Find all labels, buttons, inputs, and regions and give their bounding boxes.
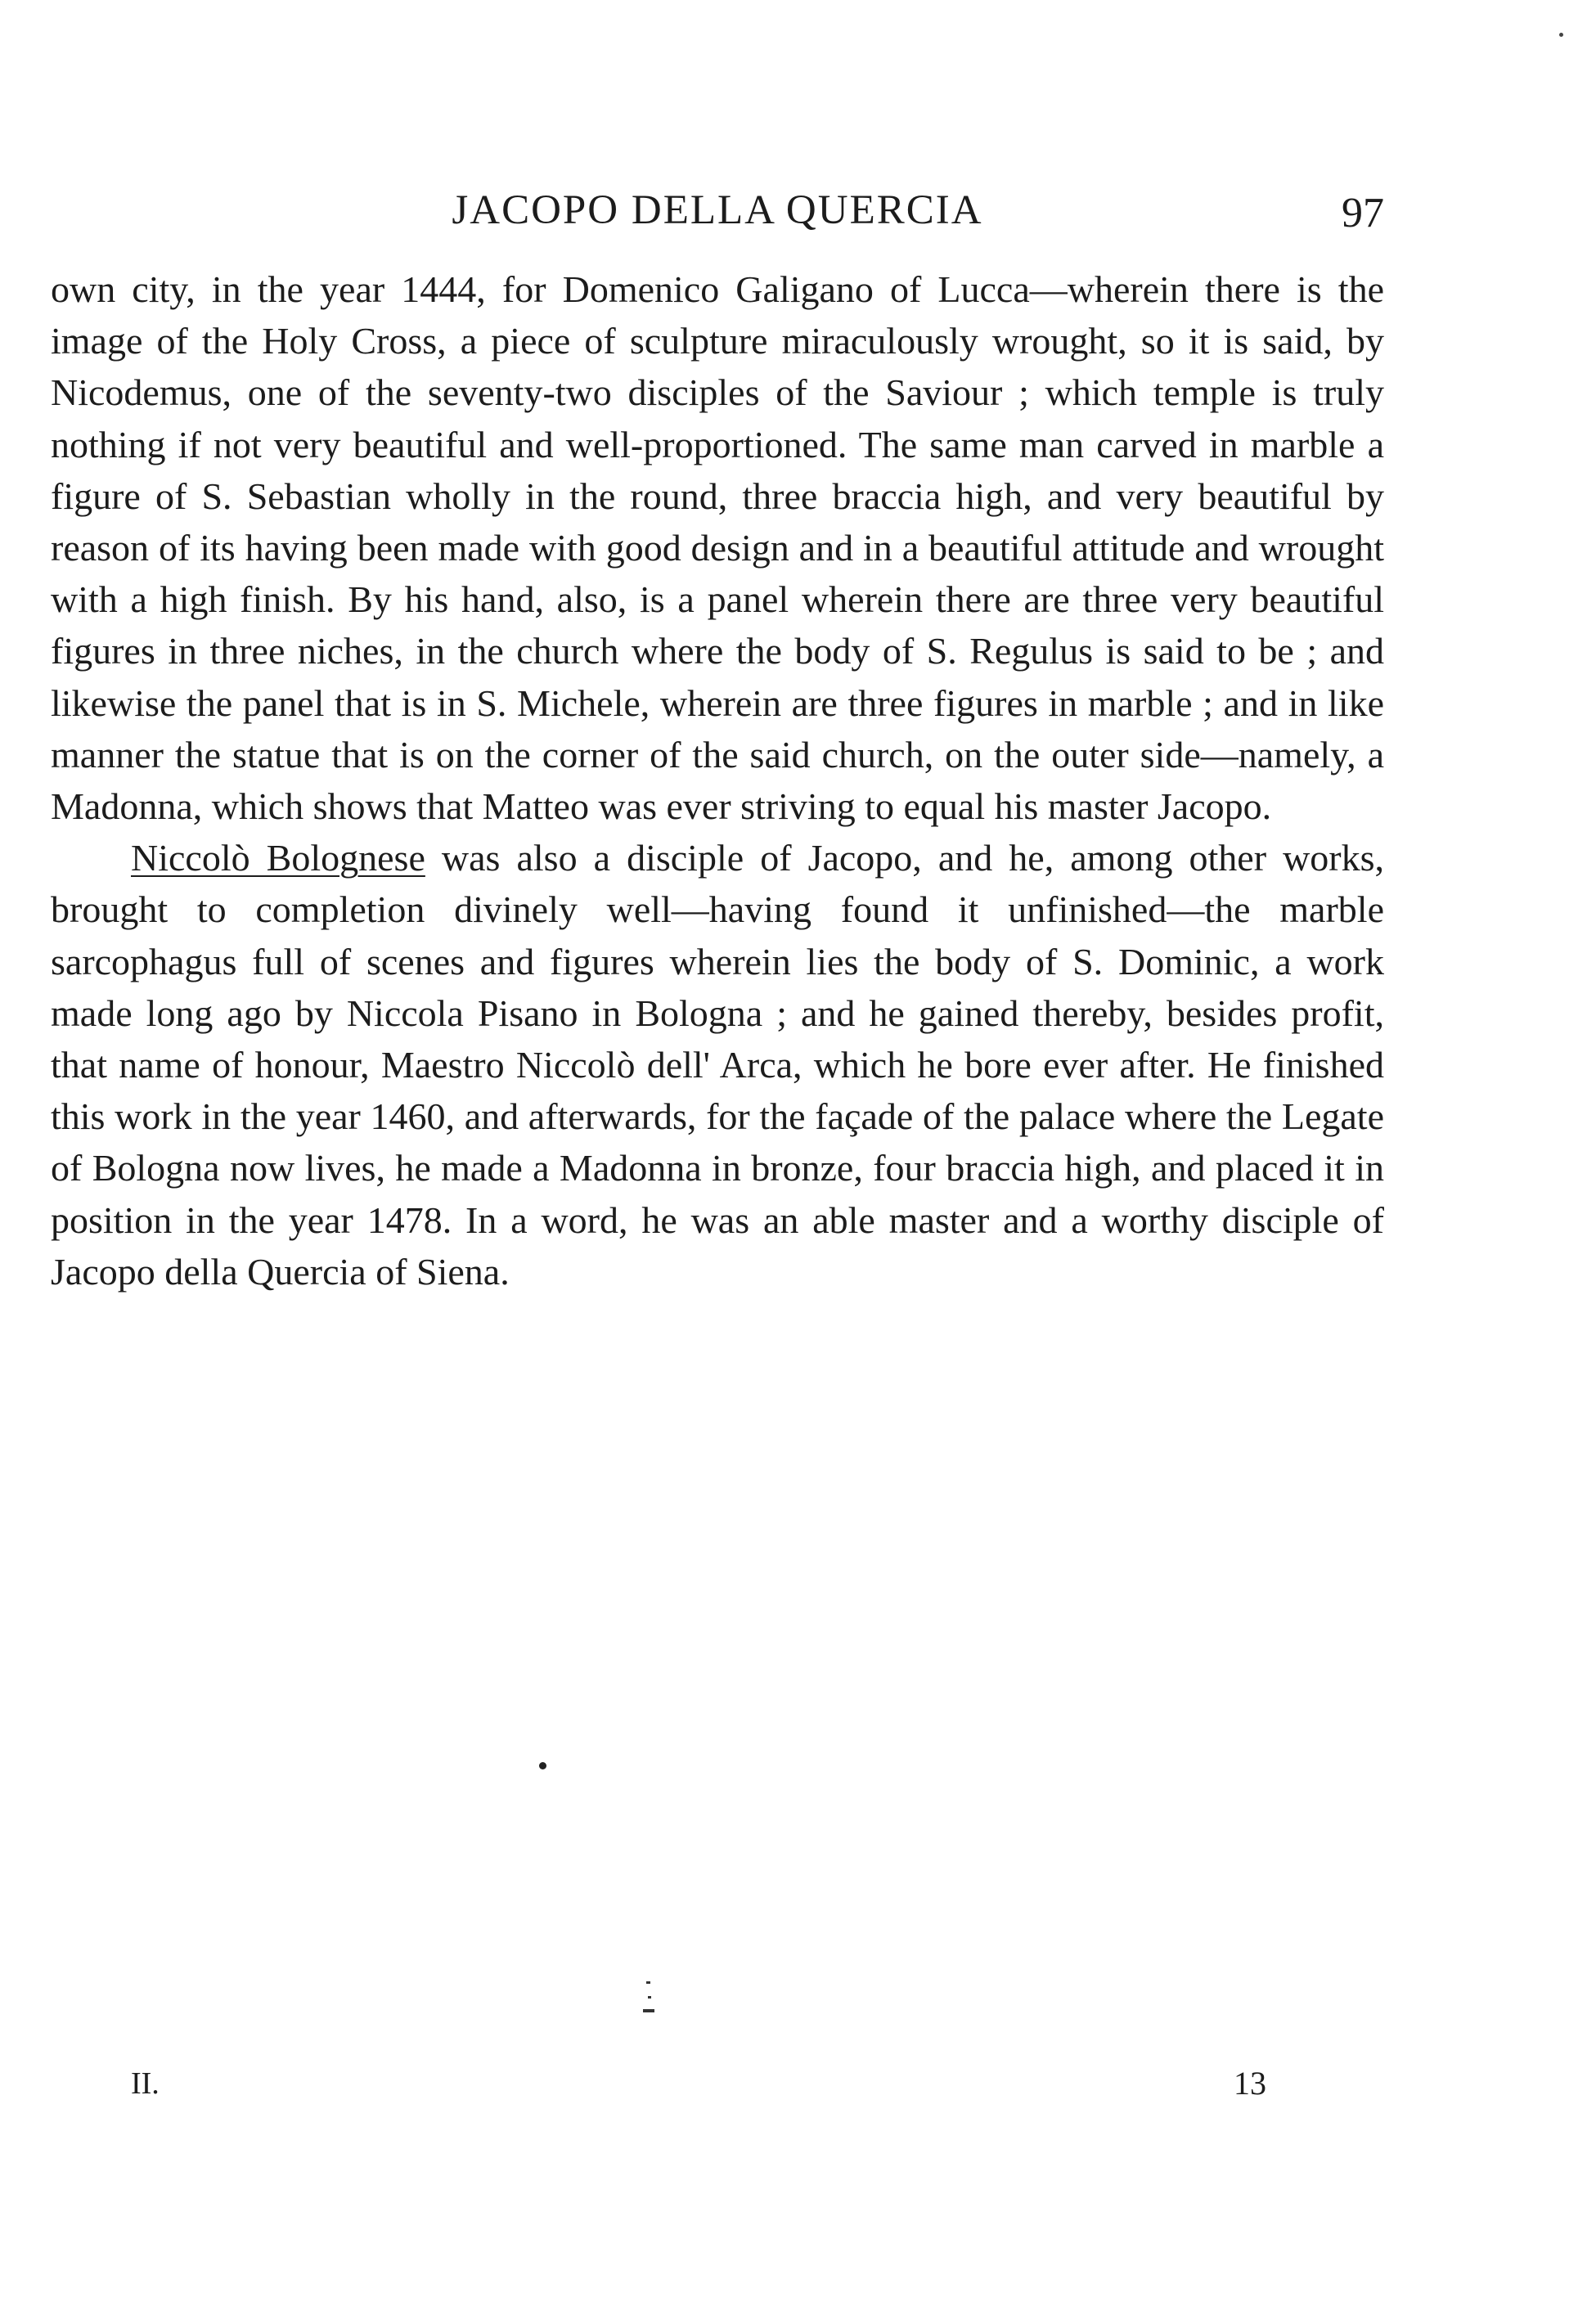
stray-mark-corner bbox=[1559, 33, 1563, 37]
underlined-name: Niccolò Bolognese bbox=[131, 837, 425, 879]
paragraph-1: own city, in the year 1444, for Domenico Galigano of Lucca—wherein there is the image of the Holy Cross, a piece of sculpture miraculously wrought, so it is said, by Nicodemus, one of the seventy-two disciples of the Saviour ; which temple is truly nothing if not very beautiful and well-proportioned. The same man carved in marble a figure of S. Sebastian wholly in the round, three braccia high, and very beautiful by reason of its having been made with good design and in a beautiful attitude and wrought with a high finish. By his hand, also, is a panel wherein there are three very beautiful figures in three niches, in the church where the body of S. Regulus is said to be ; and likewise the panel that is in S. Michele, wherein are three figures in marble ; and in like manner the statue that is on the corner of the said church, on the outer side—namely, a Madonna, which shows that Matteo was ever striving to equal his master Jacopo. bbox=[51, 268, 1384, 828]
running-title: JACOPO DELLA QUERCIA bbox=[452, 187, 983, 233]
stray-dot bbox=[539, 1762, 546, 1769]
stray-mark bbox=[646, 1981, 650, 1984]
page-number: 97 bbox=[1342, 190, 1384, 236]
stray-mark bbox=[648, 1996, 651, 1999]
sheet-signature: 13 bbox=[1234, 2065, 1266, 2102]
paragraph-2 bbox=[51, 832, 1384, 1297]
volume-signature: II. bbox=[131, 2066, 160, 2101]
paragraph-2-text: was also a disciple of Jacopo, and he, among other works, brought to completion divinely well—having found it unfinished—the marble sarcophagus full of scenes and figures wherein lies the body of S. Dominic, a work made long ago by Niccola Pisano in Bologna ; and he gained thereby, besides profit, that name of honour, Maestro Niccolò dell' Arca, which he bore ever after. He finished this work in the year 1460, and afterwards, for the façade of the palace where the Legate of Bologna now lives, he made a Madonna in bronze, four braccia high, and placed it in position in the year 1478. In a word, he was an able master and a worthy disciple of Jacopo della Quercia of Siena. bbox=[51, 837, 1385, 1293]
stray-mark bbox=[643, 2009, 654, 2012]
body-text bbox=[51, 263, 1384, 1297]
running-head bbox=[51, 182, 1384, 239]
